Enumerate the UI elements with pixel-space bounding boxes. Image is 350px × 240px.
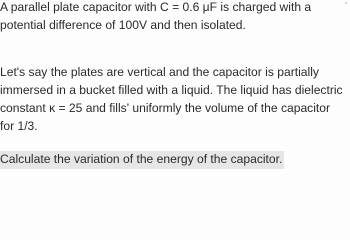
text-line: for 1/3. <box>0 119 38 133</box>
text-line: A parallel plate capacitor with C = 0.6 μF is charged with a <box>0 0 312 14</box>
problem-paragraph-1 <box>0 0 350 33</box>
text-line: immersed in a bucket filled with a liquid. The liquid has dielectric <box>0 83 343 97</box>
text-line: Let's say the plates are vertical and the capacitor is partially <box>0 65 319 79</box>
text-line: potential difference of 100V and then isolated. <box>0 18 246 32</box>
problem-paragraph-2 <box>0 65 350 134</box>
text-line: constant κ = 25 and fills' uniformly the volume of the capacitor <box>0 101 331 115</box>
question-paragraph <box>0 151 350 169</box>
question-line <box>0 151 350 169</box>
question-highlight: Calculate the variation of the energy of the capacitor. <box>0 151 284 169</box>
